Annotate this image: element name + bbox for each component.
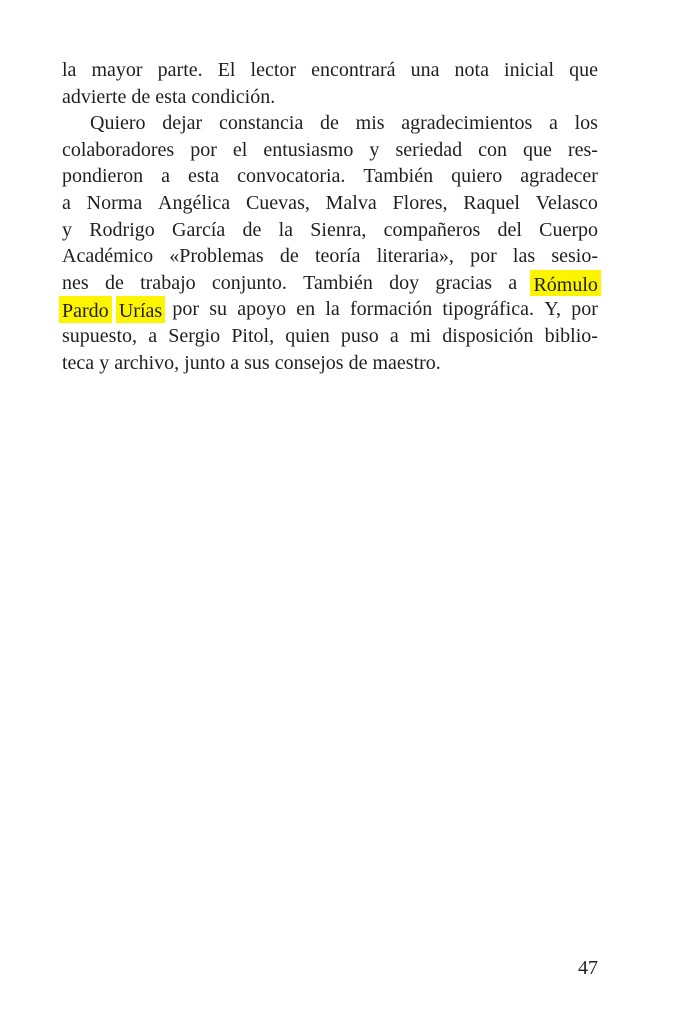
word: parte. xyxy=(157,59,203,81)
word: encontrará xyxy=(311,59,396,81)
text-line xyxy=(62,163,598,190)
word: inicial xyxy=(504,59,555,81)
word: Flores, xyxy=(392,191,448,214)
word: las xyxy=(512,245,536,268)
text-line xyxy=(62,110,598,137)
word: seriedad xyxy=(395,138,463,161)
text-line xyxy=(62,84,598,111)
word: literaria», xyxy=(376,245,454,268)
text-line xyxy=(62,243,598,270)
word: lector xyxy=(250,59,297,81)
word: a xyxy=(549,112,558,135)
word: agradecimientos xyxy=(401,112,533,135)
text-line xyxy=(62,57,598,84)
text-line xyxy=(62,137,598,164)
word: Velasco xyxy=(535,191,598,214)
word: quiero xyxy=(451,165,503,188)
word: nota xyxy=(454,59,489,81)
word: tipográfica. xyxy=(442,298,534,321)
word: una xyxy=(410,59,440,81)
word: de xyxy=(242,218,262,241)
word: nes xyxy=(62,271,89,294)
word: Norma xyxy=(86,191,143,214)
word: que xyxy=(569,59,598,81)
word: Cuevas, xyxy=(245,191,310,214)
word: convocatoria. xyxy=(237,165,346,188)
word: entusiasmo xyxy=(263,138,354,161)
word: conjunto. xyxy=(211,271,287,294)
word: El xyxy=(217,59,236,81)
word: de xyxy=(320,112,339,135)
text-line xyxy=(62,350,598,377)
paragraph xyxy=(62,57,598,110)
word: Académico xyxy=(62,245,154,268)
word: doy xyxy=(389,271,420,294)
word: Raquel xyxy=(463,191,520,214)
word: sesio- xyxy=(551,245,598,268)
word: y xyxy=(369,138,380,161)
word: por xyxy=(571,298,598,321)
text-line xyxy=(62,190,598,217)
word: esta xyxy=(188,165,220,188)
paragraph xyxy=(62,110,598,376)
word: También xyxy=(303,271,373,294)
text-block xyxy=(62,57,598,376)
word: por xyxy=(190,138,217,161)
word: la xyxy=(278,218,294,241)
word: en xyxy=(296,298,316,321)
word: También xyxy=(363,165,434,188)
word: trabajo xyxy=(140,271,196,294)
word: Cuerpo xyxy=(539,218,598,241)
word: los xyxy=(574,112,598,135)
word: agradecer xyxy=(520,165,598,188)
word: Pitol, xyxy=(231,324,275,347)
word: Malva xyxy=(325,191,377,214)
word: disposición xyxy=(442,324,534,347)
word: colaboradores xyxy=(62,138,175,161)
word: y xyxy=(62,218,72,241)
word: Quiero xyxy=(90,112,146,135)
word: a xyxy=(508,271,518,294)
word: gracias xyxy=(435,271,493,294)
word: del xyxy=(497,218,522,241)
word: su xyxy=(209,298,228,321)
word: por xyxy=(172,298,200,321)
word: a xyxy=(389,324,399,347)
word: puso xyxy=(340,324,379,347)
word: apoyo xyxy=(237,298,287,321)
text-line xyxy=(62,296,598,323)
word: a xyxy=(161,165,170,188)
word: Sergio xyxy=(168,324,221,347)
word: biblio- xyxy=(544,324,598,347)
word: a xyxy=(148,324,158,347)
word: supuesto, xyxy=(62,324,137,347)
word: Y, xyxy=(544,298,562,321)
word: compañeros xyxy=(383,218,481,241)
word: con xyxy=(478,138,507,161)
word: constancia xyxy=(218,112,304,135)
word: pondieron xyxy=(62,165,144,188)
word: la xyxy=(325,298,340,321)
word: de xyxy=(279,245,299,268)
highlighted-text: Urías xyxy=(116,296,165,323)
word: formación xyxy=(350,298,433,321)
word: res- xyxy=(567,138,598,161)
word: García xyxy=(172,218,226,241)
text-segment: advierte de esta condición. xyxy=(62,85,276,108)
word: a xyxy=(62,191,71,214)
word: «Problemas xyxy=(169,245,264,268)
text-line xyxy=(62,323,598,350)
word: Rodrigo xyxy=(89,218,155,241)
word: Angélica xyxy=(158,191,231,214)
word: el xyxy=(232,138,248,161)
word: de xyxy=(104,271,124,294)
word: que xyxy=(523,138,552,161)
word: por xyxy=(470,245,497,268)
word: mis xyxy=(355,112,385,135)
word: Sienra, xyxy=(310,218,367,241)
text-line xyxy=(62,217,598,244)
page-number: 47 xyxy=(578,957,598,979)
highlighted-text: Pardo xyxy=(59,296,112,323)
text-segment: teca y archivo, junto a sus consejos de maestro. xyxy=(62,351,441,374)
word: mayor xyxy=(91,59,143,81)
word: la xyxy=(62,59,77,81)
text-line xyxy=(62,270,598,297)
word: mi xyxy=(409,324,432,347)
word: quien xyxy=(285,324,330,347)
word: dejar xyxy=(162,112,203,135)
word: teoría xyxy=(314,245,361,268)
highlighted-text: Rómulo xyxy=(530,270,600,297)
